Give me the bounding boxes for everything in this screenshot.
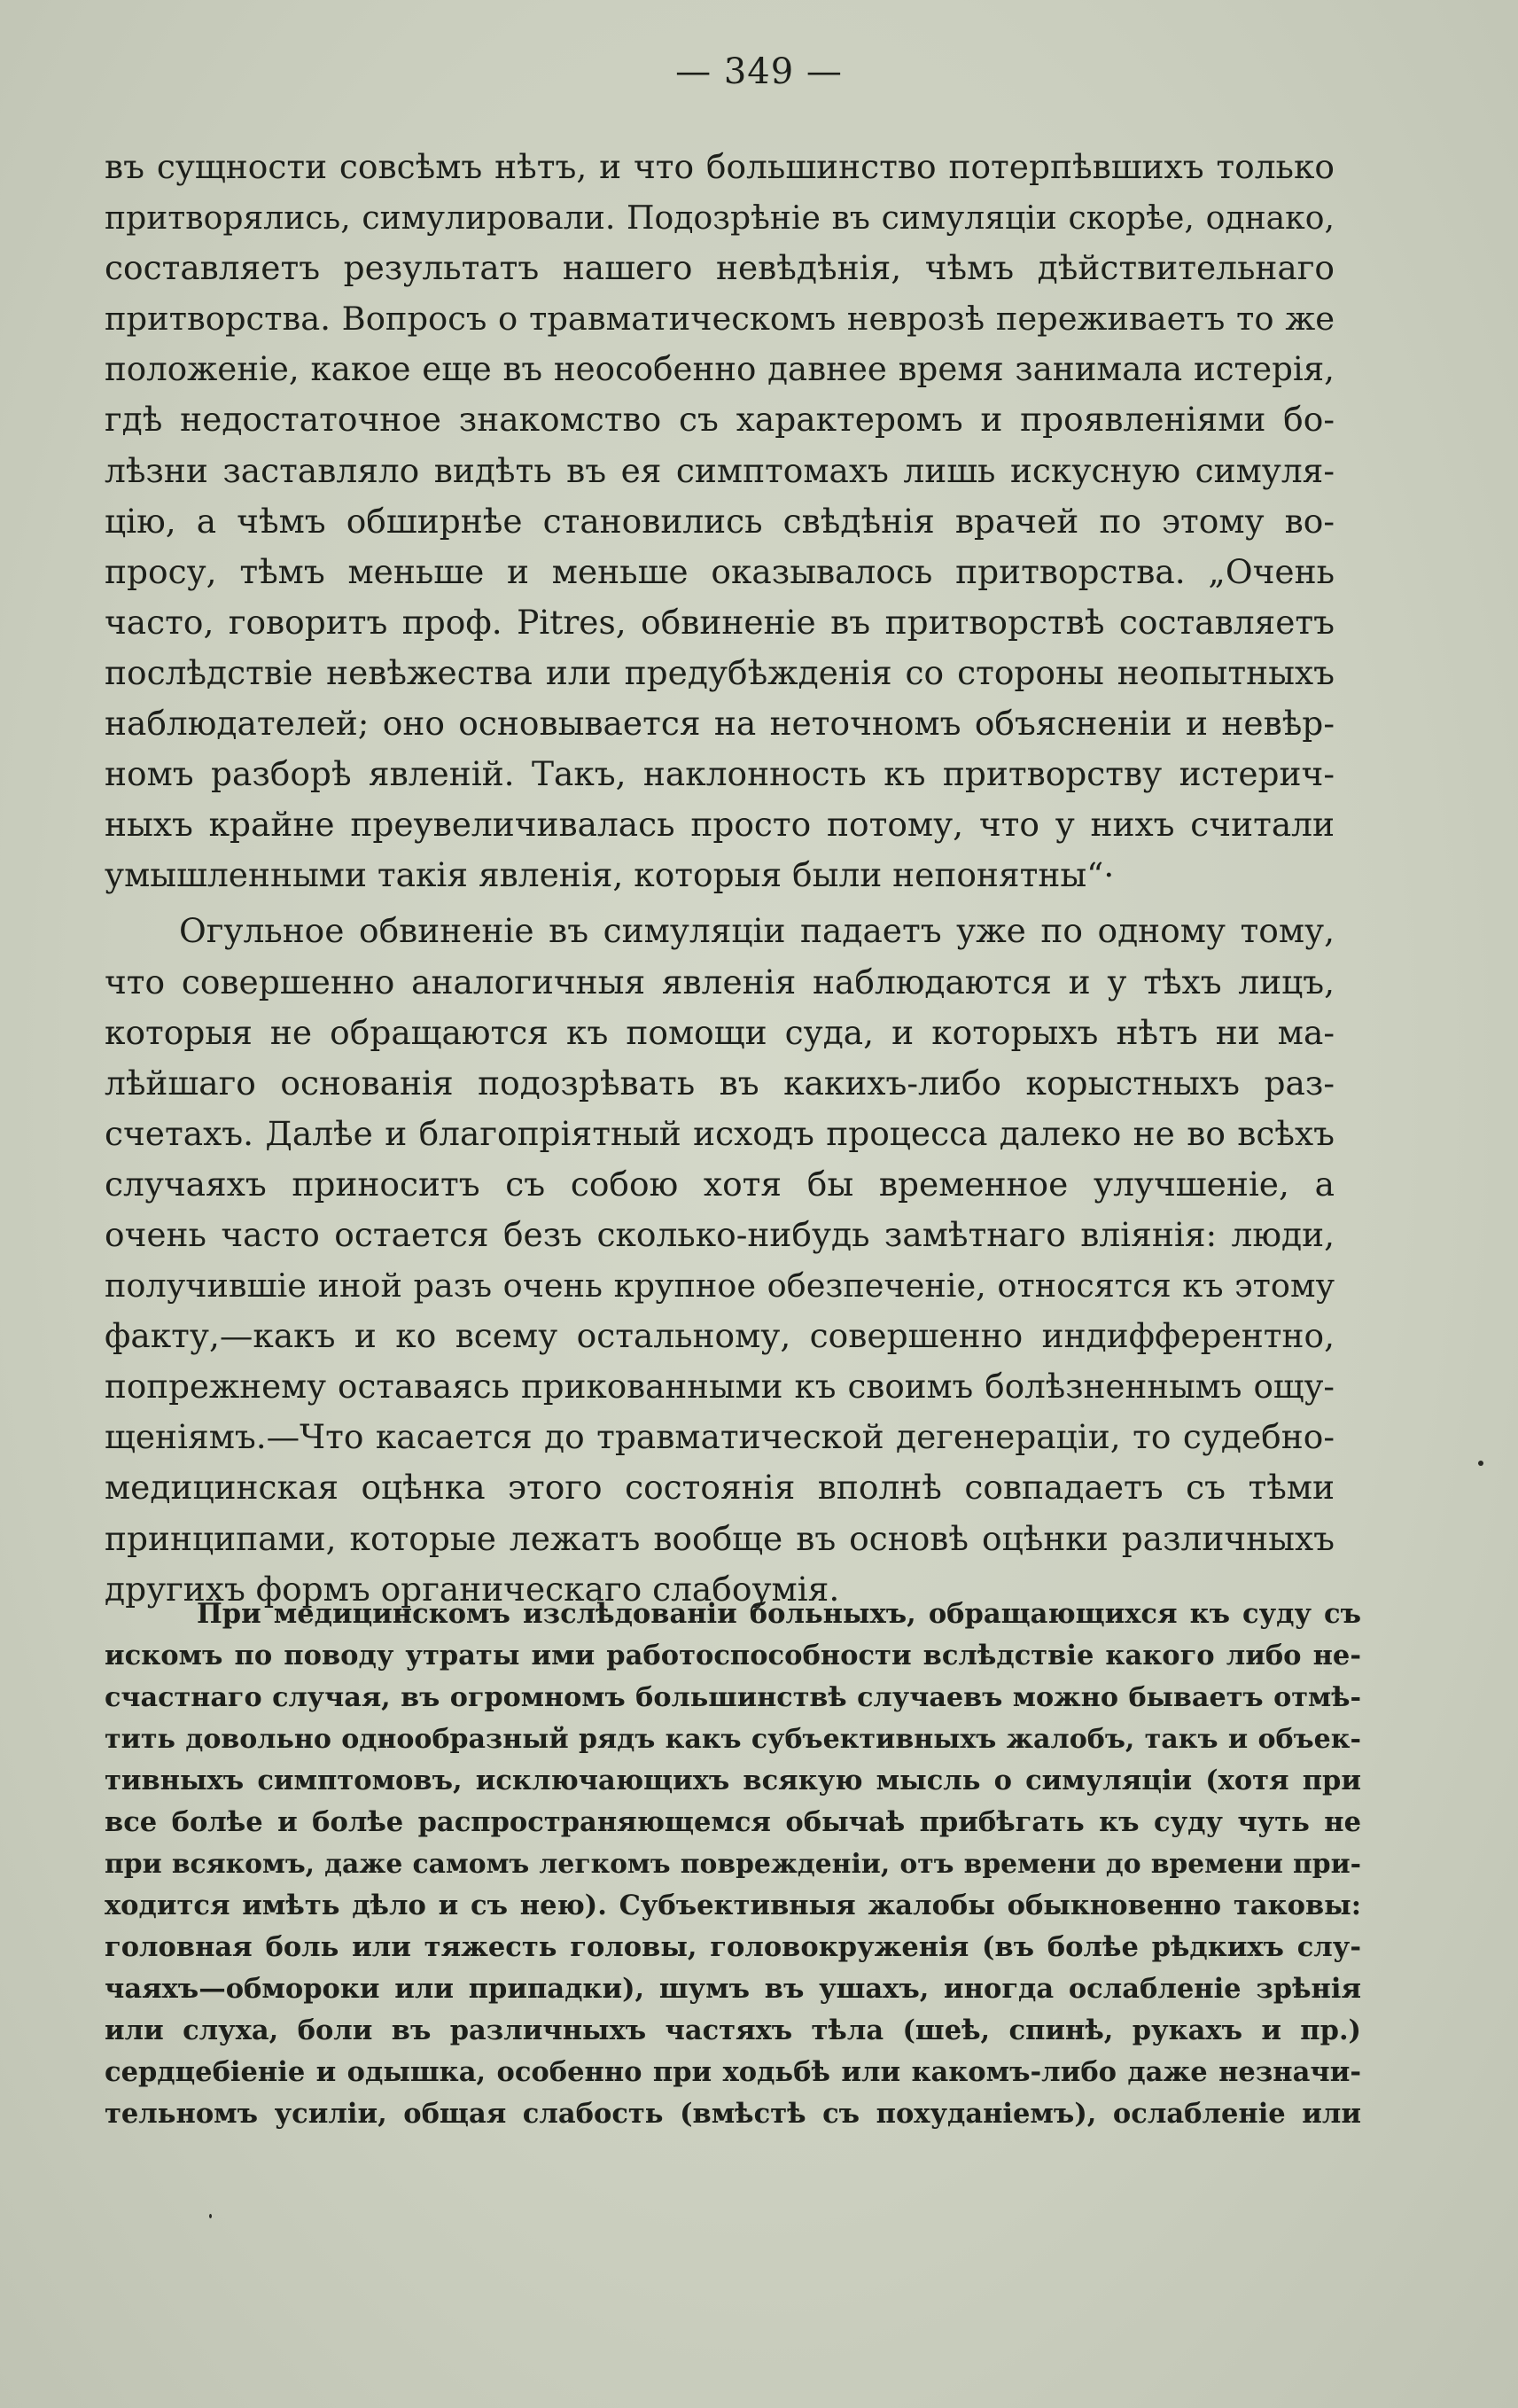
- text-line: притворства. Вопросъ о травматическомъ неврозѣ переживаетъ то же: [105, 300, 1335, 339]
- text-line: притворялись, симулировали. Подозрѣніе въ симуляціи скорѣе, однако,: [105, 199, 1335, 238]
- footnote-line: или слуха, боли въ различныхъ частяхъ тѣла (шеѣ, спинѣ, рукахъ и пр.): [105, 2014, 1361, 2046]
- text-line: составляетъ результатъ нашего невѣдѣнія, чѣмъ дѣйствительнаго: [105, 248, 1335, 288]
- text-line: просу, тѣмъ меньше и меньше оказывалось притворства. „Очень: [105, 551, 1335, 591]
- text-line: цію, а чѣмъ обширнѣе становились свѣдѣнія врачей по этому во-: [105, 501, 1335, 541]
- footnote-text: [105, 1594, 1361, 2135]
- text-line: гдѣ недостаточное знакомство съ характеромъ и проявленіями бо-: [105, 400, 1335, 440]
- paper-speck: [1478, 1461, 1483, 1466]
- footnote-line: при всякомъ, даже самомъ легкомъ поврежденіи, отъ времени до времени при-: [105, 1849, 1361, 1880]
- text-line: послѣдствіе невѣжества или предубѣжденія со стороны неопытныхъ: [105, 652, 1335, 692]
- footnote-line: тить довольно однообразный рядъ какъ субъективныхъ жалобъ, такъ и объек-: [105, 1724, 1361, 1755]
- text-line: въ сущности совсѣмъ нѣтъ, и что большинство потерпѣвшихъ только: [105, 147, 1335, 186]
- text-line: что совершенно аналогичныя явленія наблюдаются и у тѣхъ лицъ,: [105, 962, 1335, 1001]
- footnote-line: чаяхъ—обмороки или припадки), шумъ въ ушахъ, иногда ослабленіе зрѣнія: [105, 1973, 1361, 2005]
- text-line: счетахъ. Далѣе и благопріятный исходъ процесса далеко не во всѣхъ: [105, 1113, 1335, 1153]
- text-line: часто, говоритъ проф. Pitres, обвиненіе въ притворствѣ составляетъ: [105, 602, 1335, 642]
- footnote-line: искомъ по поводу утраты ими работоспособности вслѣдствіе какого либо не-: [105, 1640, 1361, 1672]
- page-number: — 349 —: [675, 51, 843, 92]
- footnote-line: сердцебіеніе и одышка, особенно при ходьбѣ или какомъ-либо даже незначи-: [105, 2056, 1361, 2088]
- footnote-first-line: При медицинскомъ изслѣдованіи больныхъ, обращающихся къ суду съ: [197, 1598, 1361, 1630]
- text-line: лѣйшаго основанія подозрѣвать въ какихъ-либо корыстныхъ раз-: [105, 1063, 1335, 1103]
- footnote-line: счастнаго случая, въ огромномъ большинствѣ случаевъ можно бываетъ отмѣ-: [105, 1682, 1361, 1713]
- footnote-line: все болѣе и болѣе распространяющемся обычаѣ прибѣгать къ суду чуть не: [105, 1806, 1361, 1838]
- text-line: медицинская оцѣнка этого состоянія вполнѣ совпадаетъ съ тѣми: [105, 1468, 1335, 1508]
- footnote-line: ходится имѣть дѣло и съ нею). Субъективныя жалобы обыкновенно таковы:: [105, 1890, 1361, 1921]
- text-line: лѣзни заставляло видѣть въ ея симптомахъ лишь искусную симуля-: [105, 450, 1335, 490]
- footnote-line: тивныхъ симптомовъ, исключающихъ всякую мысль о симуляціи (хотя при: [105, 1765, 1361, 1796]
- text-line: щеніямъ.—Что касается до травматической дегенераціи, то судебно-: [105, 1417, 1335, 1457]
- text-line: номъ разборѣ явленій. Такъ, наклонность къ притворству истерич-: [105, 754, 1335, 794]
- footnote-line: головная боль или тяжесть головы, головокруженія (въ болѣе рѣдкихъ слу-: [105, 1931, 1361, 1963]
- paragraph-first-line: Огульное обвиненіе въ симуляціи падаетъ уже по одному тому,: [179, 911, 1335, 951]
- text-line: положеніе, какое еще въ неособенно давнее время занимала истерія,: [105, 349, 1335, 389]
- paper-speck: [209, 2214, 212, 2218]
- text-line: очень часто остается безъ сколько-нибудь замѣтнаго вліянія: люди,: [105, 1214, 1335, 1254]
- text-line: которыя не обращаются къ помощи суда, и которыхъ нѣтъ ни ма-: [105, 1012, 1335, 1052]
- text-line: умышленными такія явленія, которыя были непонятны“·: [105, 855, 1115, 895]
- text-line: случаяхъ приноситъ съ собою хотя бы временное улучшеніе, а: [105, 1164, 1335, 1204]
- text-line: ныхъ крайне преувеличивалась просто потому, что у нихъ считали: [105, 805, 1335, 845]
- text-line: другихъ формъ органическаго слабоумія.: [105, 1569, 840, 1609]
- text-line: попрежнему оставаясь прикованными къ своимъ болѣзненнымъ ощу-: [105, 1367, 1335, 1407]
- text-line: наблюдателей; оно основывается на неточномъ объясненіи и невѣр-: [105, 704, 1335, 744]
- text-line: принципами, которые лежатъ вообще въ основѣ оцѣнки различныхъ: [105, 1518, 1335, 1558]
- footnote-line: тельномъ усиліи, общая слабость (вмѣстѣ съ похуданіемъ), ослабленіе или: [105, 2098, 1361, 2130]
- text-line: получившіе иной разъ очень крупное обезпеченіе, относятся къ этому: [105, 1266, 1335, 1305]
- main-text: [105, 142, 1335, 1615]
- text-line: факту,—какъ и ко всему остальному, совершенно индифферентно,: [105, 1316, 1335, 1356]
